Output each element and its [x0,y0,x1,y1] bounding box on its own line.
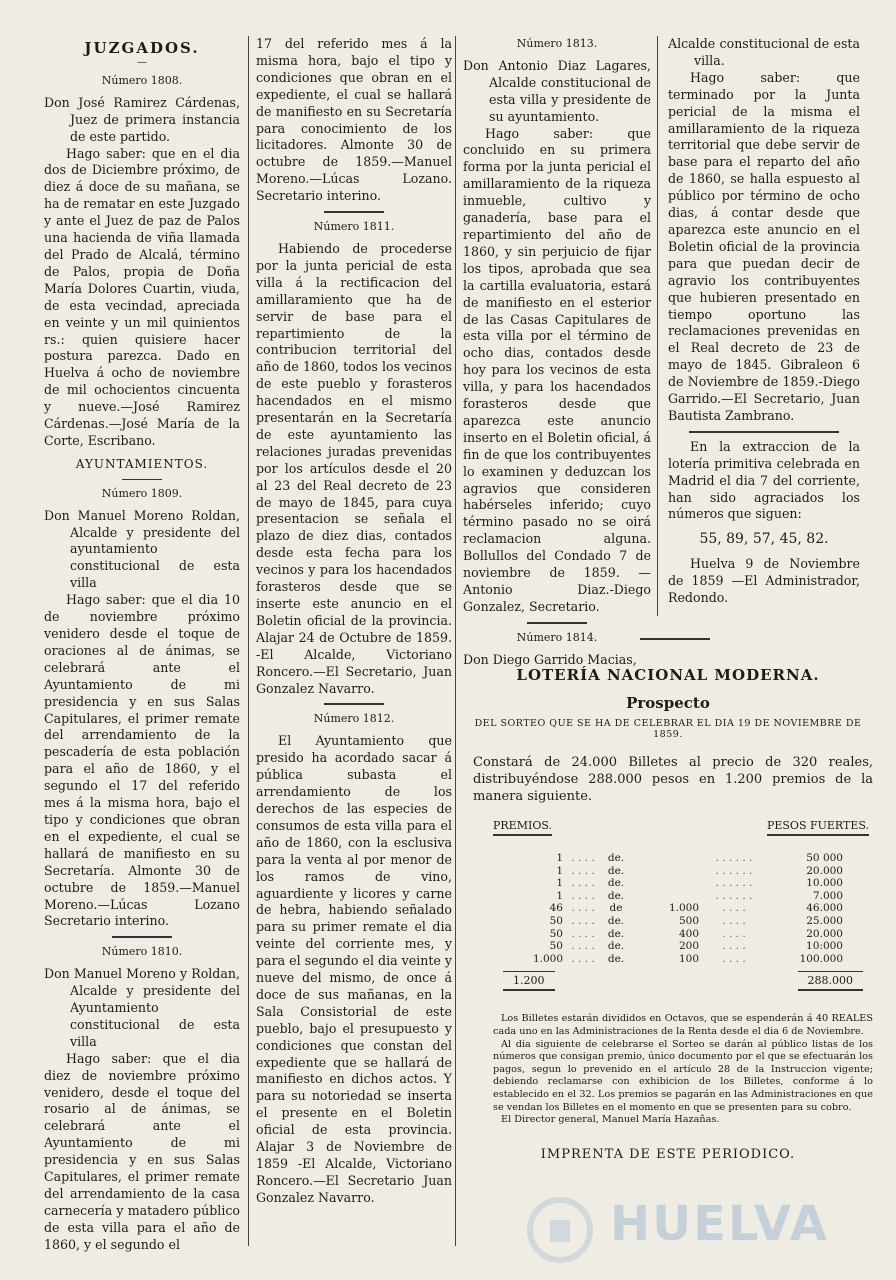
notice-number: Número 1811. [313,220,395,234]
total-pesos: 288.000 [798,971,864,991]
notice-number: Número 1810. [101,945,183,959]
divider [122,479,162,480]
table-row: 50 . . . . de. 500 . . . . 25.000 [549,914,843,927]
notice-body: Hago saber: que en el dia dos de Diciembre próximo, de diez á doce de su mañana, se ha de rematar en este Juzgado y ante el Juez de paz de Palos una hacienda de viña llamada del Prado de Alcalá, término de Palos, propia de Doña María Dolores Cuartin, viuda, de esta vecindad, apreciada en veinte y un mil quinientos rs.: quien quisiere hacer postura parezca. Dado en Huelva á ocho de noviembre de mil ochocientos cincuenta y nueve.—José Ramirez Cárdenas.—José María de la Corte, Escribano. [44,145,240,448]
notice-heading: Don Antonio Diaz Lagares, Alcalde constitucional de esta villa y presidente de su ayuntamiento. [463,57,651,124]
prize-table [503,852,843,965]
notice-body: Hago saber: que el dia 10 de noviembre próximo venidero desde el toque de oraciones al de ánimas, se celebrará ante el Ayuntamiento de mi presidencia y en sus Salas Capitulares, el primer remate del arrendamiento de la pescadería de esta población para el año de 1860, y el segundo el 17 del referido mes á la misma hora, bajo el tipo y condiciones que obran en el expediente, el cual se hallará de manifiesto en su Secretaría. Almonte 30 de octubre de 1859.—Manuel Moreno.—Lúcas Lozano Secretario interino. [44,592,240,929]
notice-body: Hago saber: que concluido en su primera forma por la junta pericial el amillaramiento de la riqueza inmueble, cultivo y ganadería, base para el repartimiento del año de 1860, y sin perjuicio de fijar los tipos, aprobada que sea la cartilla evaluatoria, estará de manifiesto en el esterior de las Casas Capitulares de esta villa por el término de ocho dias, contados desde hoy para los vecinos de esta villa, y para los hacendados forasteros desde que aparezca este anuncio inserto en el Boletin oficial, á fin de que los contribuyentes lo examinen y deduzcan los agravios que consideren habérseles inferido; cuyo término pasado no se oirá reclamacion alguna. Bollullos del Condado 7 de noviembre de 1859. —Antonio Diaz.-Diego Gonzalez, Secretario. [463,125,651,614]
table-row: 1 . . . . de. . . . . . . 20.000 [556,864,843,877]
divider [112,936,172,938]
notice-body: El Ayuntamiento que presido ha acordado sacar á pública subasta el arrendamiento de los derechos de las especies de consumos de esta villa para el año de 1860, con la esclusiva para la venta al por menor de los ramos de vino, aguardiente y licores y carne de hebra, habiendo señalado para su primer remate el dia veinte del corriente mes, y para el segundo el dia veinte y nueve del mismo, de once á doce de sus mañanas, en la Sala Consistorial de este pueblo, bajo el presupuesto y condiciones que constan del expediente que se hallará de manifiesto en dichos actos. Y para su notoriedad se inserta el presente en el Boletin oficial de esta provincia. Alajar 3 de Noviembre de 1859 -El Alcalde, Victoriano Roncero.—El Secretario Juan Gonzalez Navarro. [256,733,452,1205]
table-row: 1 . . . . de. . . . . . . 10.000 [556,877,843,890]
lottery-title: LOTERÍA NACIONAL MODERNA. [516,666,820,684]
lottery-winning-numbers: 55, 89, 57, 45, 82. [699,531,829,548]
notice-continuation: 17 del referido mes á la misma hora, bajo el tipo y condiciones que obran en el expediente, el cual se hallará de manifiesto en su Secretaría para conocimiento de los licitadores. Almonte 30 de octubre de 1859.—Manuel Moreno.—Lúcas Lozano. Secretario interino. [256,36,452,204]
ornament-divider [640,638,710,640]
lottery-intro: Constará de 24.000 Billetes al precio de 320 reales, distribuyéndose 288.000 pesos en 1.200 premios de la manera siguiente. [473,755,873,804]
lottery-results-text: En la extraccion de la lotería primitiva celebrada en Madrid el dia 7 del corriente, han sido agraciados los números que siguen: [668,438,860,522]
column-rule [455,36,456,1246]
notice-body: Hago saber: que terminado por la Junta pericial de la misma el amillaramiento de la riqueza territorial que debe servir de base para el reparto del año de 1860, se halla espuesto al público por término de ocho dias, á contar desde que aparezca este anuncio en el Boletin oficial de la provincia para que puedan decir de agravio los contribuyentes que hubieren presentado en tiempo oportuno las reclamaciones prevenidas en el Real decreto de 23 de mayo de 1845. Gibraleon 6 de Noviembre de 1859.-Diego Garrido.—El Secretario, Juan Bautista Zambrano. [668,69,860,423]
watermark-text: HUELVA [610,1196,829,1252]
printer-line: IMPRENTA DE ESTE PERIODICO. [540,1146,796,1162]
notice-number: Número 1814. [516,630,598,644]
section-heading-juzgados: JUZGADOS. [84,39,200,57]
column-rule [657,36,658,616]
prize-totals [503,971,863,991]
dash-divider: — [137,56,147,68]
note: Los Billetes estarán divididos en Octavos, que se espenderán á 40 REALES cada uno en las Administraciones de la Renta desde el dia 6 de Noviembre. [493,1013,873,1037]
table-row: 46 . . . . de 1.000 . . . . 46.000 [549,902,843,915]
lottery-results-signature: Huelva 9 de Noviembre de 1859 —El Administrador, Redondo. [668,556,860,606]
table-row: 50 . . . . de. 200 . . . . 10:000 [549,940,843,953]
notice-heading: Don José Ramirez Cárdenas, Juez de primera instancia de este partido. [44,94,240,144]
column-rule [248,36,249,1246]
notice-number: Número 1809. [101,486,183,500]
section-heading-ayuntamientos: AYUNTAMIENTOS. [75,456,209,471]
prospectus-heading: Prospecto [626,694,710,712]
notice-number: Número 1813. [516,37,598,50]
divider [689,431,839,433]
notice-number: Número 1812. [313,712,395,726]
divider [324,703,384,705]
col-premios: PREMIOS. [493,819,552,836]
total-premios: 1.200 [503,971,555,991]
notice-number: Número 1808. [101,73,183,87]
note-signature: El Director general, Manuel María Hazañas. [501,1114,720,1126]
lottery-notes [493,1013,873,1126]
prize-table-header [493,819,869,836]
table-row: 1 . . . . de. . . . . . . 7.000 [556,889,843,902]
notice-heading: Alcalde constitucional de esta villa. [668,36,860,68]
notice-heading: Don Diego Garrido Macias, [463,651,637,667]
lottery-prospectus [463,660,873,1162]
notice-body: Hago saber: que el dia diez de noviembre próximo venidero, desde el toque del rosario al de ánimas, se celebrará ante el Ayuntamiento de mi presidencia y en sus Salas Capitulares, el primer remate del arrendamiento de la casa carnecería y matadero público de esta villa para el año de 1860, y el segundo el [44,1050,240,1252]
notice-heading: Don Manuel Moreno Roldan, Alcalde y presidente del ayuntamiento constitucional de esta villa [44,507,240,591]
column-2 [256,36,452,1207]
table-row: 1.000 . . . . de. 100 . . . . 100.000 [532,952,843,965]
col-pesos: PESOS FUERTES. [767,819,869,836]
table-row: 50 . . . . de. 400 . . . . 20.000 [549,927,843,940]
draw-date-line: DEL SORTEO QUE SE HA DE CELEBRAR EL DIA 19 DE NOVIEMBRE DE 1859. [474,718,862,740]
column-4 [668,36,860,607]
notice-body: Habiendo de procederse por la junta pericial de esta villa á la rectificacion del amillaramiento que ha de servir de base para el repartimiento de la contribucion territorial del año de 1860, todos los vecinos de este pueblo y forasteros hacendados en el mismo presentarán en la Secretaría de este ayuntamiento las relaciones juradas prevenidas por los artículos desde el 20 al 23 del Real decreto de 23 de mayo de 1845, para cuya presentacion se señala el plazo de diez dias, contados desde esta fecha para los vecinos y para los hacendados forasteros desde que se inserte este anuncio en el Boletin oficial de la provincia. Alajar 24 de Octubre de 1859. -El Alcalde, Victoriano Roncero.—El Secretario, Juan Gonzalez Navarro. [256,240,452,696]
divider [527,622,587,624]
table-row: 1 . . . . de. . . . . . . 50 000 [556,852,843,864]
column-1 [44,36,240,1254]
column-3 [463,36,651,669]
divider [324,211,384,213]
notice-heading: Don Manuel Moreno y Roldan, Alcalde y presidente del Ayuntamiento constitucional de esta villa [44,966,240,1049]
note: Al dia siguiente de celebrarse el Sorteo se darán al público listas de los números que consigan premio, único documento por el que se efectuarán los pagos, segun lo prevenido en el artículo 28 de la Instruccion vigente; debiendo reclamarse con exhibicion de los Billetes, conforme á lo establecido en el 32. Los premios se pagarán en las Administraciones en que se vendan los Billetes en el momento en que se presenten para su cobro. [493,1038,873,1113]
